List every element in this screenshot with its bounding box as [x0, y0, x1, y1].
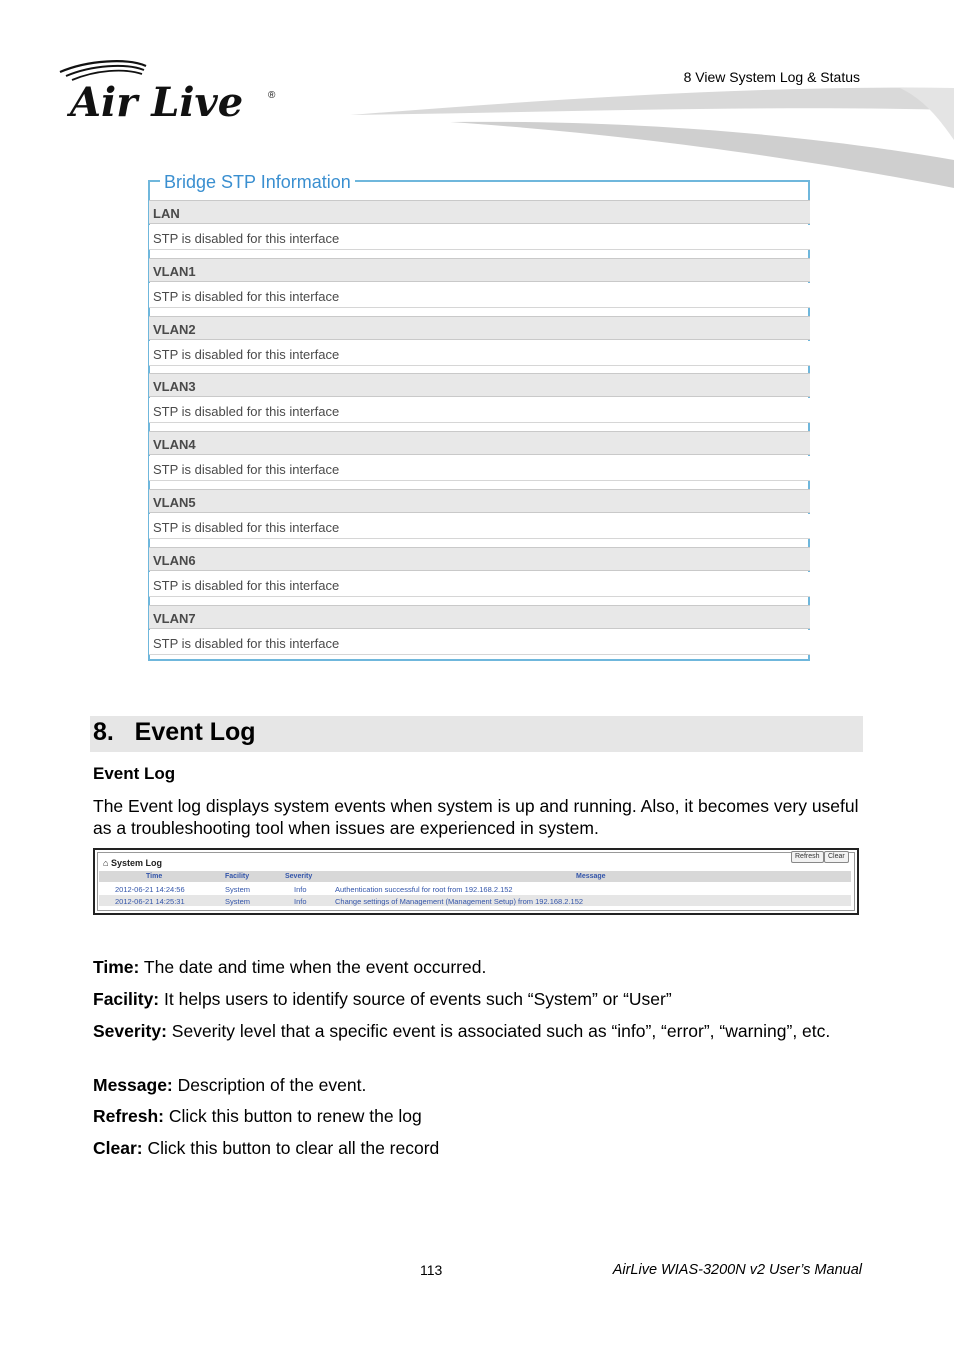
log-table-header — [99, 871, 851, 882]
event-log-intro: The Event log displays system events when system is up and running. Also, it becomes very useful as a troubleshooting tool when issues are experienced in system. — [93, 796, 859, 838]
definition-refresh: Refresh: Click this button to renew the log — [93, 1106, 422, 1126]
section-heading: 8. Event Log — [93, 718, 256, 746]
system-log-title: ⌂ System Log — [103, 858, 162, 868]
definition-time: Time: The date and time when the event occurred. — [93, 957, 487, 977]
log-message: Change settings of Management (Management Setup) from 192.168.2.152 — [335, 897, 584, 906]
stp-interface-status: STP is disabled for this interface — [149, 225, 810, 250]
stp-interface-name: VLAN7 — [149, 605, 810, 629]
log-severity: Info — [294, 885, 307, 894]
clear-button[interactable]: Clear — [824, 851, 849, 863]
stp-interface-status: STP is disabled for this interface — [149, 572, 810, 597]
airlive-logo — [58, 58, 283, 125]
svg-text:Air Live: Air Live — [70, 79, 244, 120]
log-time: 2012-06-21 14:24:56 — [115, 885, 185, 894]
stp-interface-name: VLAN5 — [149, 489, 810, 513]
svg-text:®: ® — [268, 90, 276, 101]
stp-interface-status: STP is disabled for this interface — [149, 514, 810, 539]
event-log-subheading: Event Log — [93, 764, 176, 783]
definition-facility: Facility: It helps users to identify source of events such “System” or “User” — [93, 989, 672, 1009]
header-section-label: 8 View System Log & Status — [683, 69, 860, 85]
log-facility: System — [225, 897, 251, 906]
header-swoosh-graphic — [340, 80, 954, 195]
definition-severity: Severity: Severity level that a specific event is associated such as “info”, “error”, “warning”, etc. — [93, 1021, 831, 1041]
manual-title: AirLive WIAS-3200N v2 User’s Manual — [612, 1262, 862, 1278]
stp-interface-status: STP is disabled for this interface — [149, 456, 810, 481]
home-icon: ⌂ — [103, 858, 109, 868]
stp-interface-name: VLAN2 — [149, 316, 810, 340]
column-header-time: Time — [146, 873, 163, 880]
stp-interface-status: STP is disabled for this interface — [149, 283, 810, 308]
column-header-facility: Facility — [225, 873, 250, 880]
page-number: 113 — [420, 1262, 443, 1278]
log-time: 2012-06-21 14:25:31 — [115, 897, 185, 906]
log-facility: System — [225, 885, 251, 894]
log-severity: Info — [294, 897, 307, 906]
stp-interface-name: VLAN3 — [149, 373, 810, 397]
bridge-stp-title: Bridge STP Information — [160, 172, 355, 193]
stp-interface-name: VLAN4 — [149, 431, 810, 455]
column-header-severity: Severity — [285, 873, 313, 880]
stp-interface-name: VLAN1 — [149, 258, 810, 282]
stp-interface-status: STP is disabled for this interface — [149, 341, 810, 366]
definition-message: Message: Description of the event. — [93, 1075, 367, 1095]
log-message: Authentication successful for root from 192.168.2.152 — [335, 885, 513, 894]
refresh-button[interactable]: Refresh — [791, 851, 824, 863]
column-header-message: Message — [576, 873, 606, 880]
stp-interface-status: STP is disabled for this interface — [149, 398, 810, 423]
stp-interface-name: LAN — [149, 200, 810, 224]
stp-interface-status: STP is disabled for this interface — [149, 630, 810, 655]
definition-clear: Clear: Click this button to clear all the record — [93, 1138, 440, 1158]
stp-interface-name: VLAN6 — [149, 547, 810, 571]
